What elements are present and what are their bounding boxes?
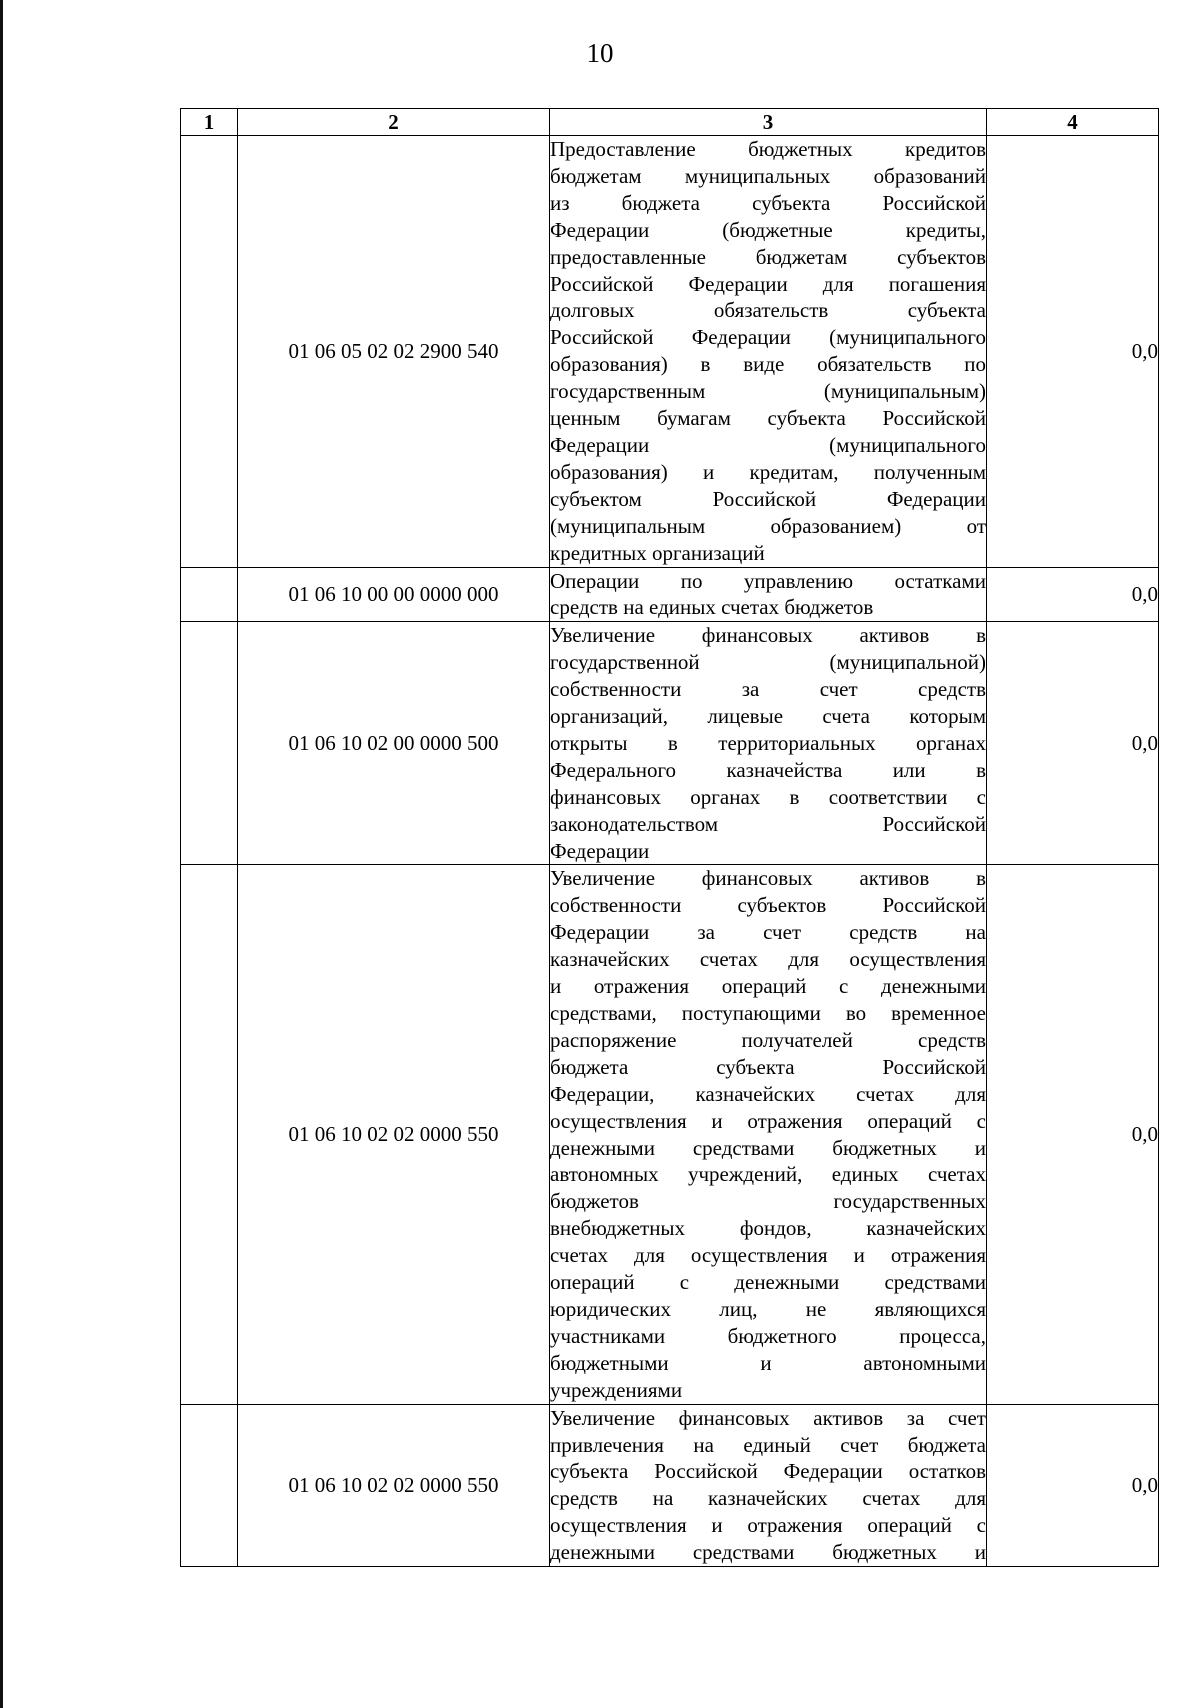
amount-cell: 0,0	[987, 136, 1159, 568]
description-line: учреждениями	[550, 1377, 683, 1402]
row-number-cell	[181, 865, 238, 1404]
header-col-2: 2	[238, 109, 550, 136]
description-line: Российской Федерации для погашения	[550, 271, 986, 296]
description-line: из бюджета субъекта Российской	[550, 190, 986, 215]
description-line: средствами, поступающими во временное	[550, 1001, 986, 1025]
budget-code-cell: 01 06 10 02 00 0000 500	[238, 622, 550, 865]
table-row	[181, 567, 1159, 622]
header-col-1: 1	[181, 109, 238, 136]
description-line: осуществления и отражения операций с	[550, 1108, 986, 1133]
page-number: 10	[586, 38, 614, 68]
amount-cell: 0,0	[987, 567, 1159, 622]
description-line: образования) и кредитам, полученным	[550, 459, 986, 484]
description-line: ценным бумагам субъекта Российской	[550, 406, 986, 431]
table-row	[181, 1404, 1159, 1566]
description-line: государственным (муниципальным)	[550, 379, 986, 404]
description-line: субъекта Российской Федерации остатков	[550, 1459, 986, 1484]
budget-code-cell: 01 06 10 02 02 0000 550	[238, 865, 550, 1404]
description-line: Федерального казначейства или в	[550, 757, 986, 782]
description-line: привлечения на единый счет бюджета	[550, 1432, 986, 1457]
description-line: Увеличение финансовых активов в	[550, 623, 986, 648]
description-line: образования) в виде обязательств по	[550, 352, 986, 377]
description-line: Операции по управлению остатками	[550, 568, 986, 593]
budget-code-cell: 01 06 10 02 02 0000 550	[238, 1404, 550, 1566]
description-line: собственности субъектов Российской	[550, 893, 986, 918]
description-line: внебюджетных фондов, казначейских	[550, 1216, 986, 1241]
description-line: денежными средствами бюджетных и	[550, 1540, 986, 1565]
budget-sources-table	[180, 108, 1159, 1567]
description-line: организаций, лицевые счета которым	[550, 704, 986, 729]
description-line: бюджета субъекта Российской	[550, 1054, 986, 1079]
description-line: и отражения операций с денежными	[550, 974, 986, 999]
description-line: (муниципальным образованием) от	[550, 513, 986, 538]
description-cell	[550, 1404, 987, 1566]
description-line: Увеличение финансовых активов в	[550, 866, 986, 891]
header-col-3: 3	[550, 109, 987, 136]
description-line: бюджетными и автономными	[550, 1350, 986, 1375]
description-line: субъектом Российской Федерации	[550, 486, 986, 511]
budget-code-cell: 01 06 10 00 00 0000 000	[238, 567, 550, 622]
description-line: собственности за счет средств	[550, 677, 986, 702]
description-line: Увеличение финансовых активов за счет	[550, 1405, 986, 1430]
amount-cell: 0,0	[987, 865, 1159, 1404]
description-line: долговых обязательств субъекта	[550, 298, 986, 323]
description-line: денежными средствами бюджетных и	[550, 1135, 986, 1160]
table-header-row	[181, 109, 1159, 136]
table-row	[181, 622, 1159, 865]
budget-code-cell: 01 06 05 02 02 2900 540	[238, 136, 550, 568]
description-line: бюджетам муниципальных образований	[550, 163, 986, 188]
description-line: операций с денежными средствами	[550, 1270, 986, 1295]
description-line: предоставленные бюджетам субъектов	[550, 244, 986, 269]
description-line: Федерации за счет средств на	[550, 920, 986, 945]
amount-cell: 0,0	[987, 622, 1159, 865]
row-number-cell	[181, 622, 238, 865]
description-cell	[550, 622, 987, 865]
description-cell	[550, 567, 987, 622]
row-number-cell	[181, 136, 238, 568]
header-col-4: 4	[987, 109, 1159, 136]
description-line: финансовых органах в соответствии с	[550, 784, 986, 809]
description-line: Федерации, казначейских счетах для	[550, 1081, 986, 1106]
description-line: государственной (муниципальной)	[550, 650, 986, 675]
description-line: бюджетов государственных	[550, 1189, 986, 1214]
description-line: Предоставление бюджетных кредитов	[550, 137, 986, 161]
amount-cell: 0,0	[987, 1404, 1159, 1566]
scan-left-edge	[0, 0, 3, 1708]
description-line: открыты в территориальных органах	[550, 730, 986, 755]
description-line: распоряжение получателей средств	[550, 1027, 986, 1052]
description-cell	[550, 865, 987, 1404]
description-line: казначейских счетах для осуществления	[550, 947, 986, 972]
description-line: юридических лиц, не являющихся	[550, 1296, 986, 1321]
description-line: автономных учреждений, единых счетах	[550, 1162, 986, 1187]
description-line: участниками бюджетного процесса,	[550, 1323, 986, 1348]
row-number-cell	[181, 1404, 238, 1566]
description-line: кредитных организаций	[550, 540, 765, 565]
description-line: Российской Федерации (муниципального	[550, 325, 986, 350]
description-line: Федерации	[550, 838, 650, 863]
description-line: счетах для осуществления и отражения	[550, 1243, 986, 1268]
description-line: Федерации (муниципального	[550, 432, 986, 457]
description-cell	[550, 136, 987, 568]
table-row	[181, 865, 1159, 1404]
table-row	[181, 136, 1159, 568]
description-line: законодательством Российской	[550, 811, 986, 836]
description-line: средств на казначейских счетах для	[550, 1486, 986, 1511]
description-line: осуществления и отражения операций с	[550, 1513, 986, 1538]
row-number-cell	[181, 567, 238, 622]
description-line: Федерации (бюджетные кредиты,	[550, 217, 986, 242]
description-line: средств на единых счетах бюджетов	[550, 595, 874, 620]
